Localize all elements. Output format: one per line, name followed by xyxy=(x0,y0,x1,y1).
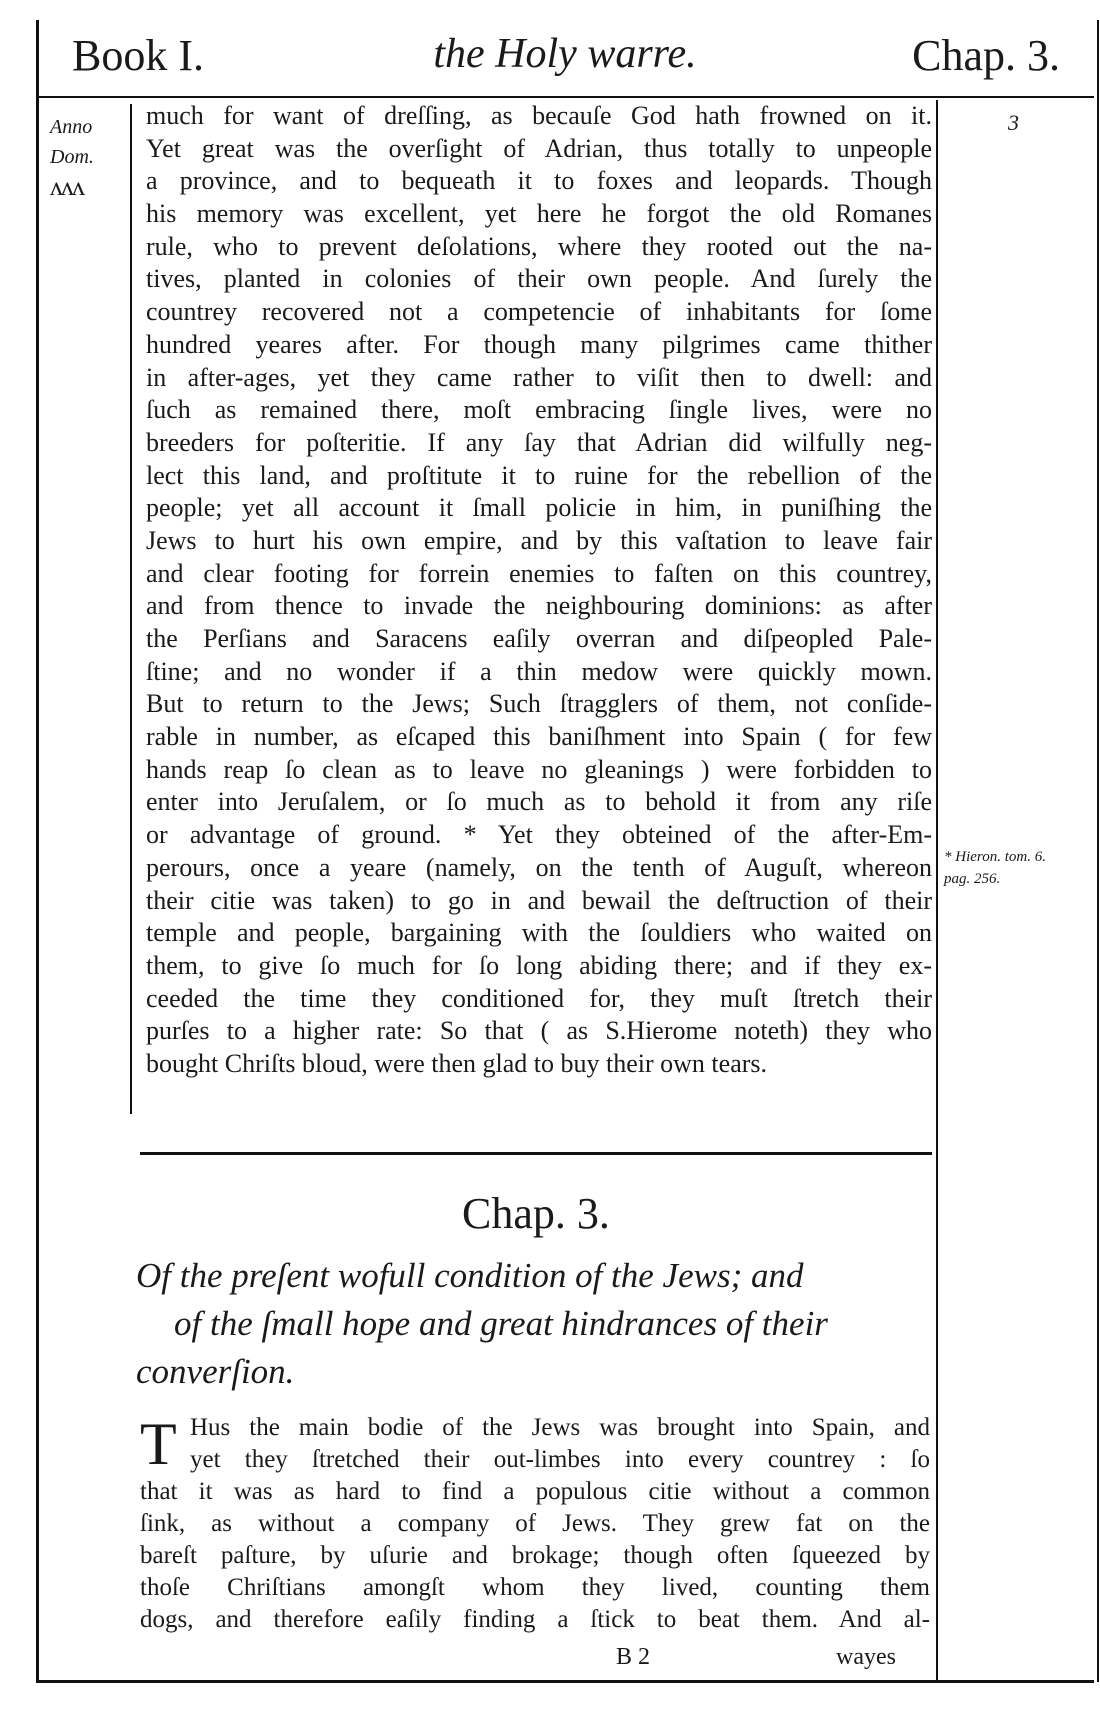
header-book: Book I. xyxy=(72,31,204,80)
text-line: bought Chriſts bloud, were then glad to buy their own tears. xyxy=(146,1048,768,1078)
margin-page-number: 3 xyxy=(1008,110,1019,135)
header-chapter: Chap. 3. xyxy=(912,31,1060,80)
squiggle-ornament: ʌʌʌ xyxy=(50,172,83,201)
text-line: Hus the main bodie of the Jews was brought into Spain, and xyxy=(190,1414,930,1441)
text-line: rable in number, as eſcaped this baniſhment into Spain ( for few xyxy=(146,722,932,752)
catchword: wayes xyxy=(836,1644,896,1670)
text-line: temple and people, bargaining with the ſouldiers who waited on xyxy=(146,918,932,948)
text-line: a province, and to bequeath it to foxes and leopards. Though xyxy=(146,166,932,196)
chapter-body xyxy=(140,1412,930,1636)
chapter-heading: Chap. 3. xyxy=(462,1189,610,1238)
section-rule xyxy=(140,1152,932,1155)
text-line: hundred yeares after. For though many pilgrimes came thither xyxy=(146,329,932,359)
left-column-rule xyxy=(130,104,132,1114)
text-line: countrey recovered not a competencie of inhabitants for ſome xyxy=(146,297,932,327)
text-line: their citie was taken) to go in and bewail the deſtruction of their xyxy=(146,885,932,915)
text-line: rule, who to prevent deſolations, where they rooted out the na- xyxy=(146,231,932,261)
text-line: in after-ages, yet they came rather to viſit then to dwell: and xyxy=(146,362,932,392)
drop-cap: T xyxy=(140,1411,177,1477)
text-line: and clear footing for forrein enemies to faſten on this countrey, xyxy=(146,558,932,588)
text-line: much for want of dreſſing, as becauſe God hath frowned on it. xyxy=(146,101,932,130)
text-line: yet they ſtretched their out-limbes into every countrey : ſo xyxy=(190,1446,930,1473)
text-line: people; yet all account it ſmall policie in him, in puniſhing the xyxy=(146,493,932,523)
right-column-rule xyxy=(936,100,938,1680)
text-line: his memory was excellent, yet here he forgot the old Romanes xyxy=(146,199,932,229)
running-header xyxy=(36,26,1094,96)
text-line: Jews to hurt his own empire, and by this vaſtation to leave fair xyxy=(146,525,932,555)
text-line: them, to give ſo much for ſo long abiding there; and if they ex- xyxy=(146,950,932,980)
chapter-title-line: converſion. xyxy=(136,1352,295,1391)
text-line: ſink, as without a company of Jews. They grew fat on the xyxy=(140,1510,930,1537)
text-line: hands reap ſo clean as to leave no gleanings ) were forbidden to xyxy=(146,754,932,784)
header-rule xyxy=(36,96,1094,98)
margin-dom: Dom. xyxy=(50,146,94,168)
chapter-title xyxy=(136,1252,936,1396)
text-line: ceeded the time they conditioned for, they muſt ſtretch their xyxy=(146,983,932,1013)
text-line: But to return to the Jews; Such ſtragglers of them, not conſide- xyxy=(146,689,932,719)
text-line: or advantage of ground. * Yet they obteined of the after-Em- xyxy=(146,820,932,850)
text-line: lect this land, and proſtitute it to ruine for the rebellion of the xyxy=(146,460,932,490)
chapter-title-line: of the ſmall hope and great hindrances of their xyxy=(174,1304,828,1343)
text-line: enter into Jeruſalem, or ſo much as to behold it from any riſe xyxy=(146,787,932,817)
main-text-block xyxy=(146,100,932,1081)
text-line: the Perſians and Saracens eaſily overran and diſpeopled Pale- xyxy=(146,624,932,653)
bottom-rule xyxy=(36,1680,1094,1683)
text-line: ſtine; and no wonder if a thin medow were quickly mown. xyxy=(146,656,932,686)
signature-mark: B 2 xyxy=(616,1644,651,1670)
text-line: bareſt paſture, by uſurie and brokage; though often ſqueezed by xyxy=(140,1542,930,1569)
text-line: purſes to a higher rate: So that ( as S.Hierome noteth) they who xyxy=(146,1016,932,1046)
text-line: tives, planted in colonies of their own people. And ſurely the xyxy=(146,264,932,294)
chapter-title-line: Of the preſent wofull condition of the Jews; and xyxy=(136,1256,804,1295)
text-line: perours, once a yeare (namely, on the tenth of Auguſt, whereon xyxy=(146,852,932,882)
header-title: the Holy warre. xyxy=(433,31,697,77)
text-line: that it was as hard to find a populous citie without a common xyxy=(140,1478,930,1505)
text-line: thoſe Chriſtians amongſt whom they lived, counting them xyxy=(140,1574,930,1601)
text-line: Yet great was the overſight of Adrian, thus totally to unpeople xyxy=(146,133,932,163)
text-line: breeders for poſteritie. If any ſay that Adrian did wilfully neg- xyxy=(146,427,932,457)
margin-left-date xyxy=(50,112,130,202)
text-line: dogs, and therefore eaſily finding a ſtick to beat them. And al- xyxy=(140,1606,930,1633)
text-line: ſuch as remained there, moſt embracing ſingle lives, were no xyxy=(146,395,932,425)
text-line: and from thence to invade the neighbouring dominions: as after xyxy=(146,591,932,621)
margin-note: * Hieron. tom. 6. pag. 256. xyxy=(944,849,1046,887)
margin-anno: Anno xyxy=(50,116,93,138)
